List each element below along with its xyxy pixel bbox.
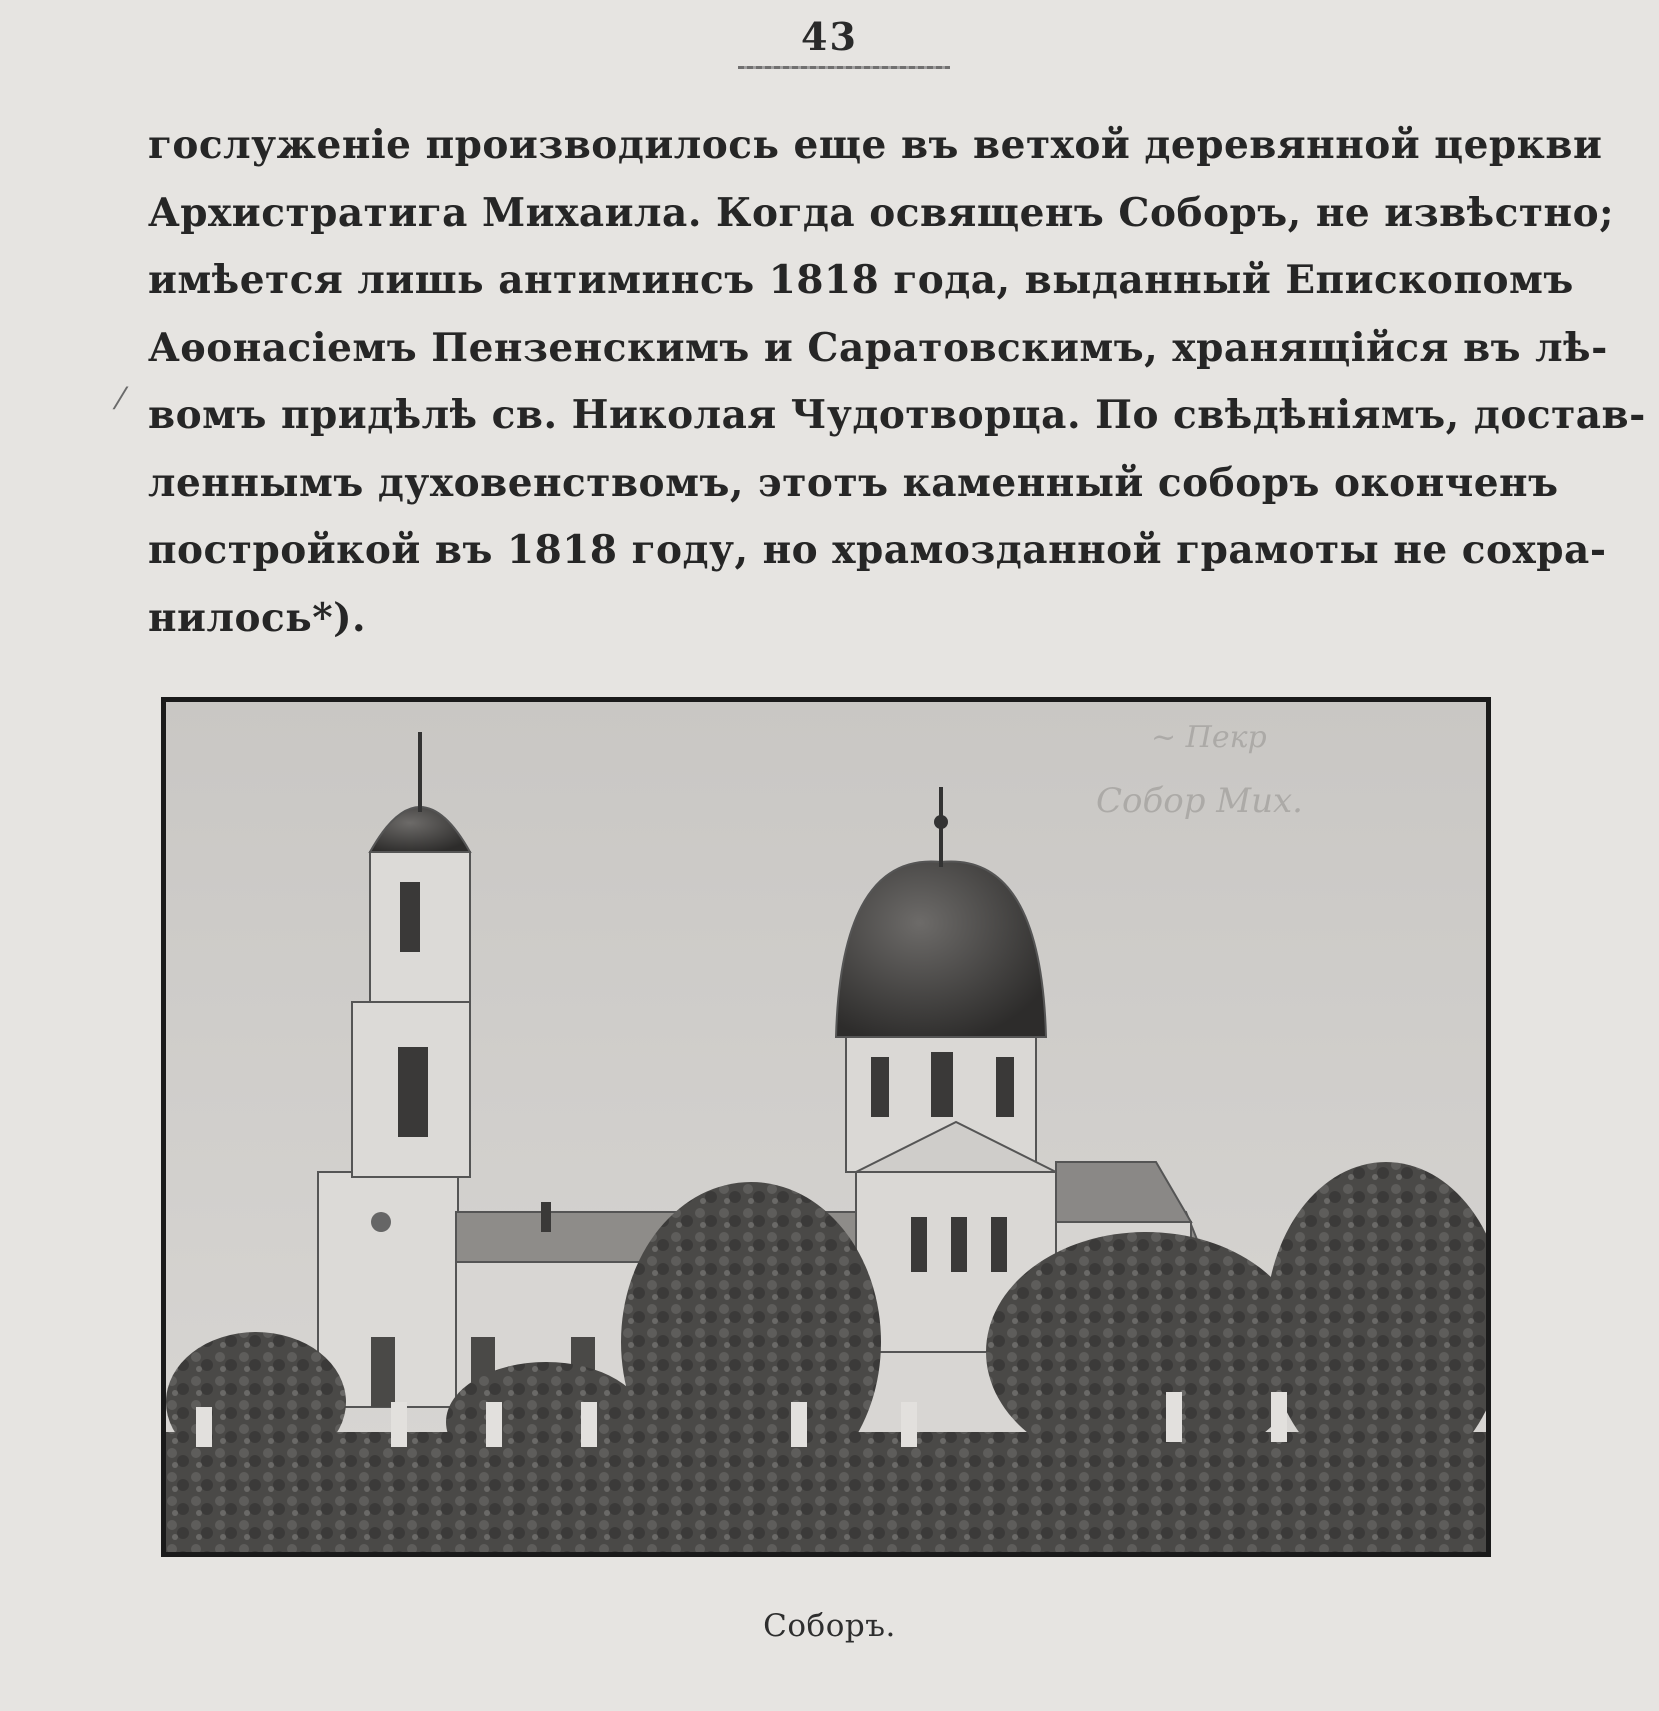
text-line: Архистратига Михаила. Когда освященъ Соборъ, не извѣстно;	[148, 189, 1614, 236]
text-line: вомъ придѣлѣ св. Николая Чудотворца. По свѣдѣніямъ, достав-	[148, 392, 1646, 438]
cathedral-photo	[161, 697, 1491, 1557]
text-line: постройкой въ 1818 году, но храмозданной грамоты не сохра-	[148, 527, 1607, 573]
page-number-rule	[738, 66, 950, 69]
text-line: имѣется лишь антиминсъ 1818 года, выданный Епископомъ	[148, 257, 1574, 303]
margin-mark: ⁄	[118, 382, 124, 417]
text-line: нилось*).	[148, 594, 367, 641]
text-line: леннымъ духовенствомъ, этотъ каменный соборъ оконченъ	[148, 459, 1559, 506]
svg-text:~ Пекр: ~ Пекр	[1151, 720, 1267, 755]
figure-caption: Соборъ.	[763, 1608, 896, 1644]
svg-text:Собор Мих.: Собор Мих.	[1096, 781, 1303, 821]
text-line: Аѳонасіемъ Пензенскимъ и Саратовскимъ, хранящійся въ лѣ-	[148, 324, 1608, 371]
page-number: 43	[801, 14, 858, 59]
body-text	[148, 112, 1646, 652]
text-line: гослуженіе производилось еще въ ветхой деревянной церкви	[148, 122, 1603, 168]
cathedral-illustration	[166, 702, 1486, 1552]
